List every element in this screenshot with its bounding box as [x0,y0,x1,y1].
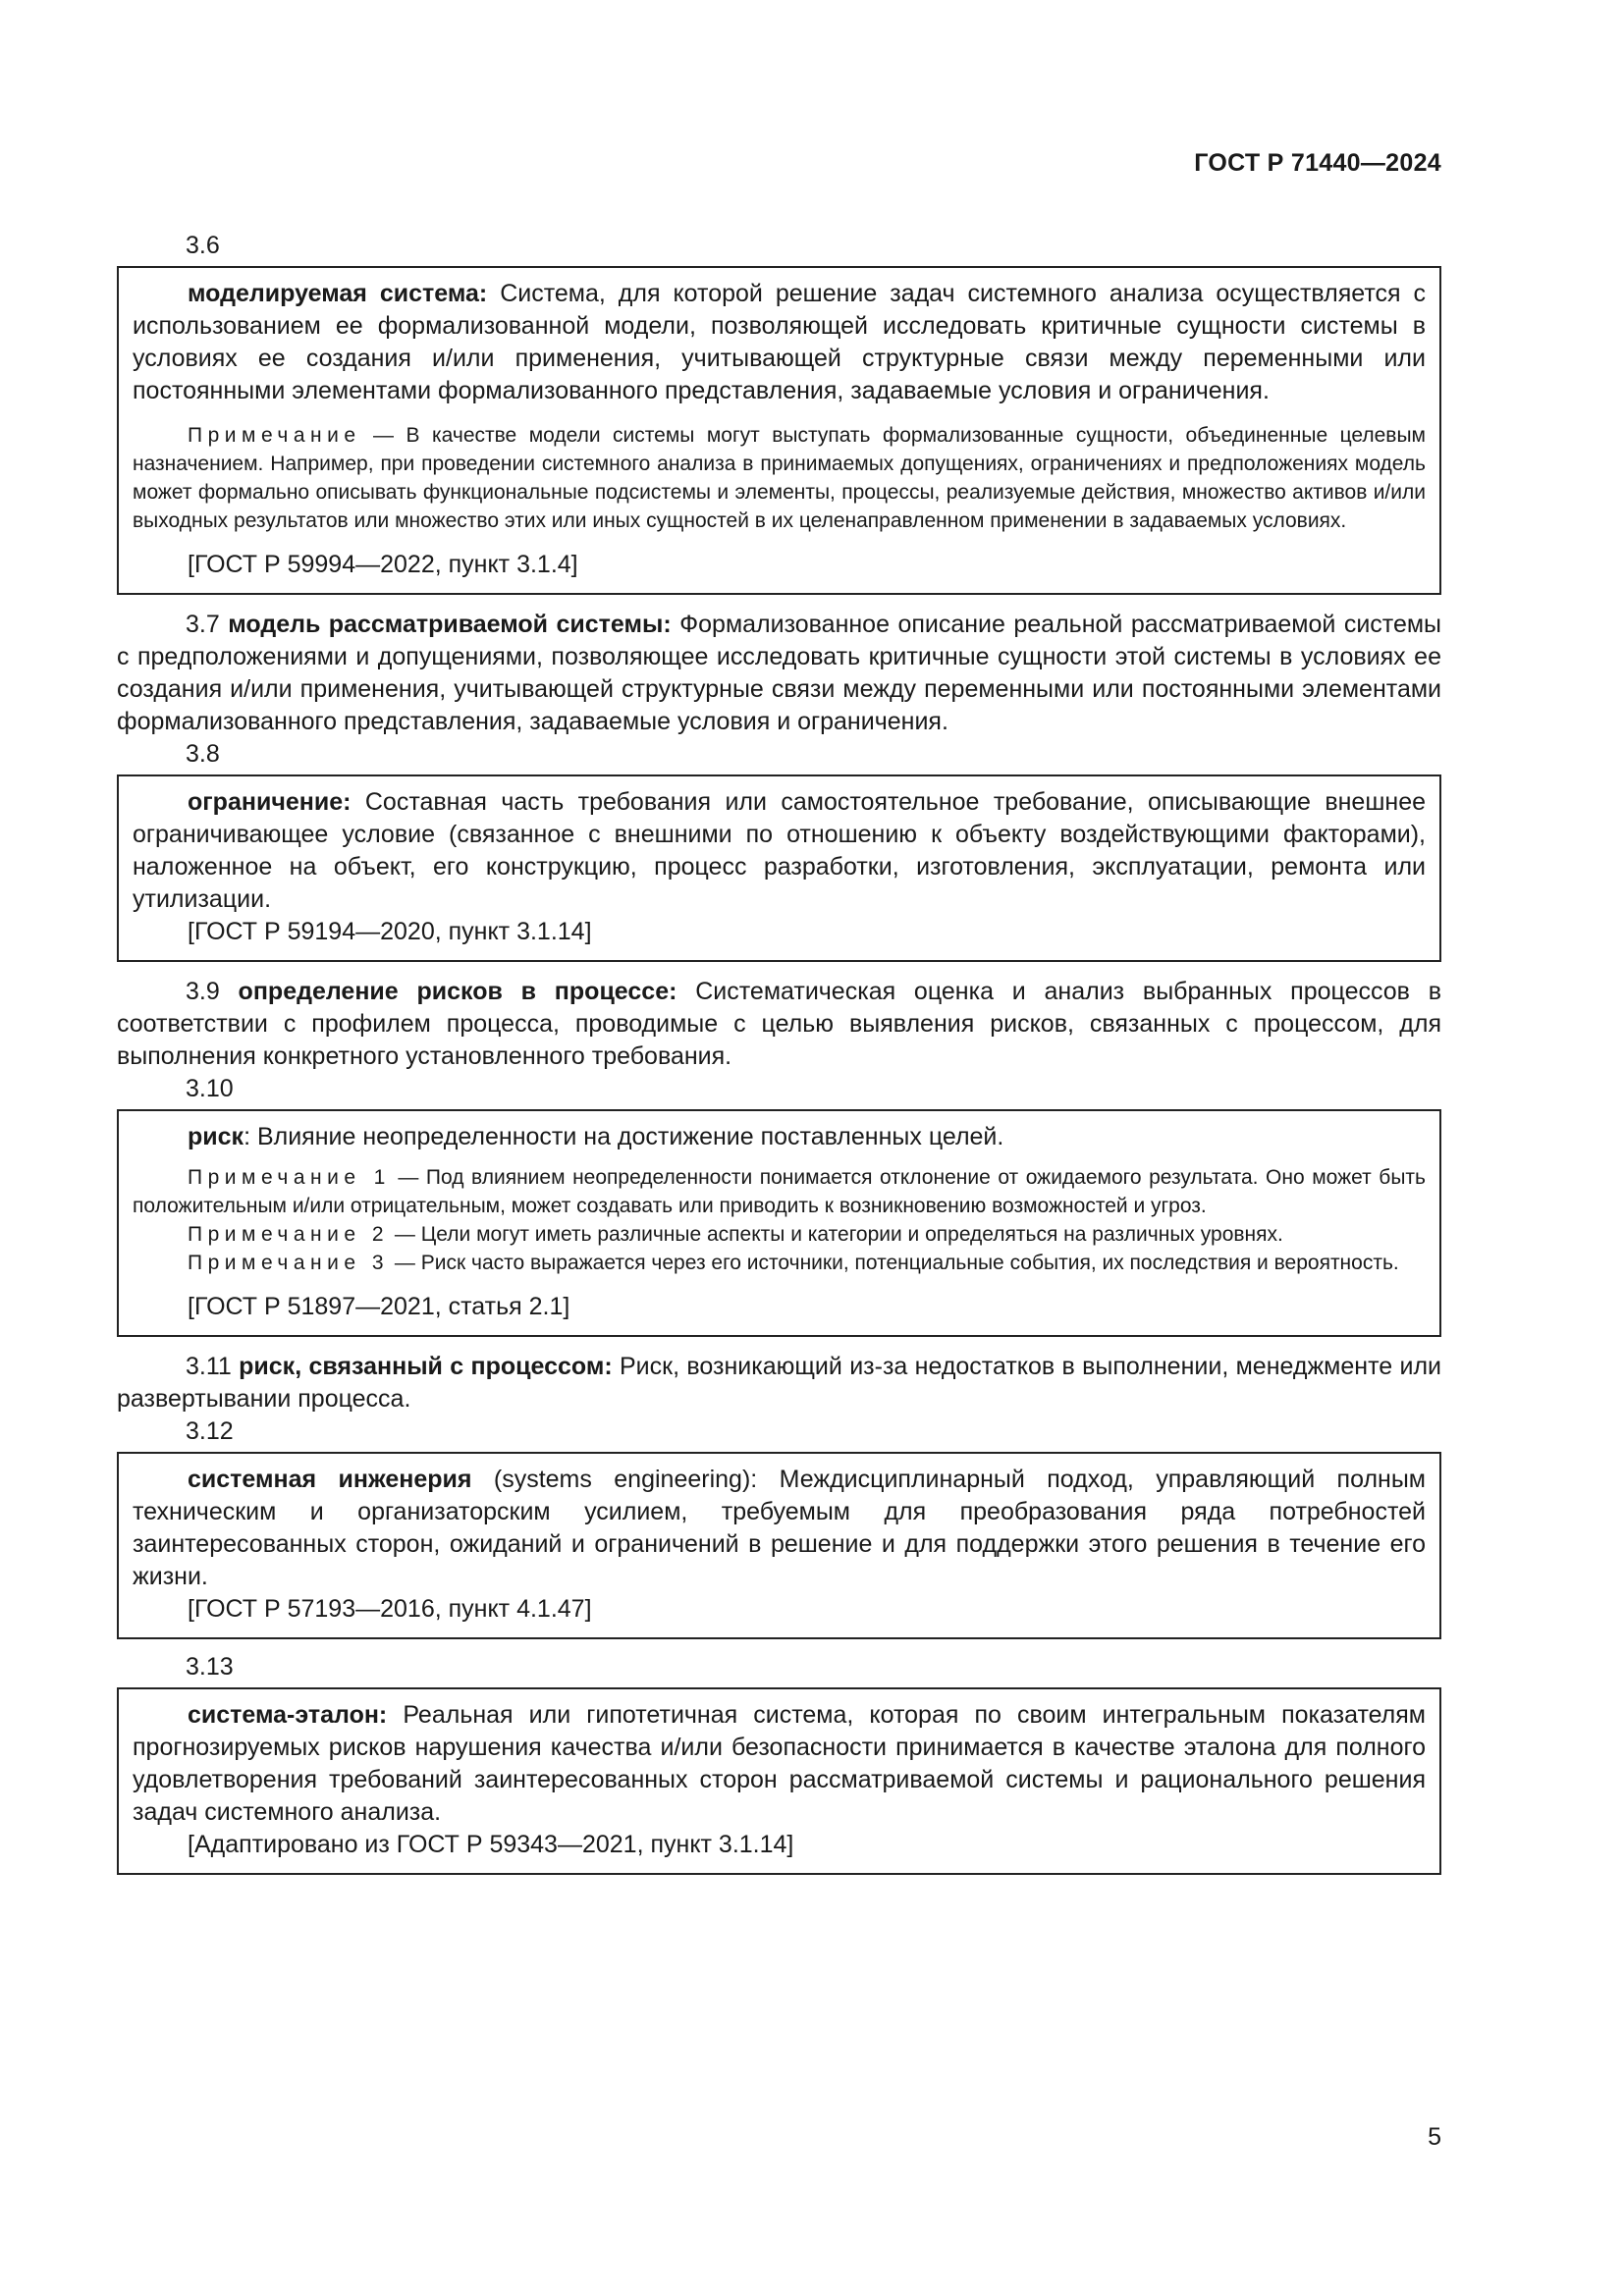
term-definition-3-6 [133,278,1426,407]
source-ref-3-6: [ГОСТ Р 59994—2022, пункт 3.1.4] [188,551,578,578]
term-name: система-эталон: [188,1701,388,1729]
definition-text: (systems engineering): Междисциплинарный подход, управляющий полным техническим и организаторским усилием, требуемым для преобразования ряда потребностей заинтересованных сторон, ожиданий и ограничений в решение и для поддержки этого решения в течение его жизни. [133,1466,1426,1590]
source-ref-3-12: [ГОСТ Р 57193—2016, пункт 4.1.47] [188,1595,592,1623]
term-number-3-10: 3.10 [186,1075,234,1102]
note-text: — Цели могут иметь различные аспекты и категории и определяться на различных уровнях. [389,1223,1283,1246]
definition-text: Составная часть требования или самостоятельное требование, описывающие внешнее ограничивающее условие (связанное с внешними по отношению к объекту воздействующими факторами), наложенное на объект, его конструкцию, процесс разработки, изготовления, эксплуатации, ремонта или утилизации. [133,788,1426,913]
note-label: Примечание 2 [188,1223,390,1246]
term-definition-3-8 [133,786,1426,916]
note-label: Примечание 3 [188,1252,390,1274]
note-3-6 [133,421,1426,535]
term-definition-3-13 [133,1699,1426,1829]
term-box-3-8 [117,774,1441,962]
term-box-3-12 [117,1452,1441,1639]
term-definition-3-12 [133,1464,1426,1593]
page-number: 5 [1428,2123,1441,2151]
term-number-3-13: 3.13 [186,1653,234,1681]
note-label: Примечание [188,424,361,447]
page-content [117,224,1441,1875]
definition-text: Систематическая оценка и анализ выбранных процессов в соответствии с профилем процесса, проводимые с целью выявления рисков, связанных с процессом, для выполнения конкретного установленного требования. [117,978,1442,1070]
term-definition-3-9 [117,976,1441,1073]
term-number-3-8: 3.8 [186,740,220,768]
source-ref-3-13: [Адаптировано из ГОСТ Р 59343—2021, пункт 3.1.14] [188,1831,794,1858]
term-box-3-10 [117,1109,1441,1337]
definition-text: Система, для которой решение задач системного анализа осуществляется с использованием ее формализованной модели, позволяющей исследовать критичные сущности системы в условиях ее создания и/или применения, учитывающей структурные связи между переменными или постоянными элементами формализованного представления, задаваемые условия и ограничения. [133,280,1426,404]
term-name: риск [188,1123,244,1150]
term-box-3-13 [117,1687,1441,1875]
term-name: риск, связанный с процессом: [239,1353,613,1380]
definition-text: Риск, возникающий из-за недостатков в выполнении, менеджменте или развертывании процесса. [117,1353,1441,1413]
note-3-3-10 [133,1249,1426,1277]
term-number: 3.7 [186,611,229,638]
term-name: определение рисков в процессе: [238,978,677,1005]
source-ref-3-8: [ГОСТ Р 59194—2020, пункт 3.1.14] [188,918,592,945]
definition-text: Реальная или гипотетичная система, которая по своим интегральным показателям прогнозируемых рисков нарушения качества и/или безопасности принимается в качестве эталона для полного удовлетворения требований заинтересованных сторон рассматриваемой системы и рационального решения задач системного анализа. [133,1701,1426,1826]
term-name: модель рассматриваемой системы: [228,611,672,638]
term-name: ограничение: [188,788,352,816]
source-ref-3-10: [ГОСТ Р 51897—2021, статья 2.1] [188,1293,570,1320]
note-text: — В качестве модели системы могут выступать формализованные сущности, объединенные целевым назначением. Например, при проведении системного анализа в принимаемых допущениях, ограничениях и предположениях модель может формально описывать функциональные подсистемы и элементы, процессы, реализуемые действия, множество активов и/или выходных результатов или множество этих или иных сущностей в их целенаправленном применении в задаваемых условиях. [133,424,1426,532]
note-text: — Риск часто выражается через его источники, потенциальные события, их последствия и вероятность. [389,1252,1399,1274]
definition-text: : Влияние неопределенности на достижение поставленных целей. [244,1123,1004,1150]
term-box-3-6 [117,266,1441,595]
term-definition-3-11 [117,1351,1441,1415]
note-2-3-10 [133,1220,1426,1249]
term-number: 3.11 [186,1353,240,1380]
note-text: — Под влиянием неопределенности понимается отклонение от ожидаемого результата. Оно может быть положительным и/или отрицательным, может создавать или приводить к возникновению возможностей и угроз. [133,1166,1426,1217]
note-label: Примечание 1 [188,1166,391,1189]
term-name: системная инженерия [188,1466,472,1493]
term-definition-3-10 [133,1121,1426,1153]
document-code-header: ГОСТ Р 71440—2024 [1194,149,1441,177]
note-1-3-10 [133,1163,1426,1220]
term-number-3-6: 3.6 [186,232,220,259]
term-name: моделируемая система: [188,280,488,307]
term-number-3-12: 3.12 [186,1417,234,1445]
term-definition-3-7 [117,609,1441,738]
term-number: 3.9 [186,978,239,1005]
definition-text: Формализованное описание реальной рассматриваемой системы с предположениями и допущениями, позволяющее исследовать критичные сущности этой системы в условиях ее создания и/или применения, учитывающей структурные связи между переменными или постоянными элементами формализованного представления, задаваемые условия и ограничения. [117,611,1442,735]
